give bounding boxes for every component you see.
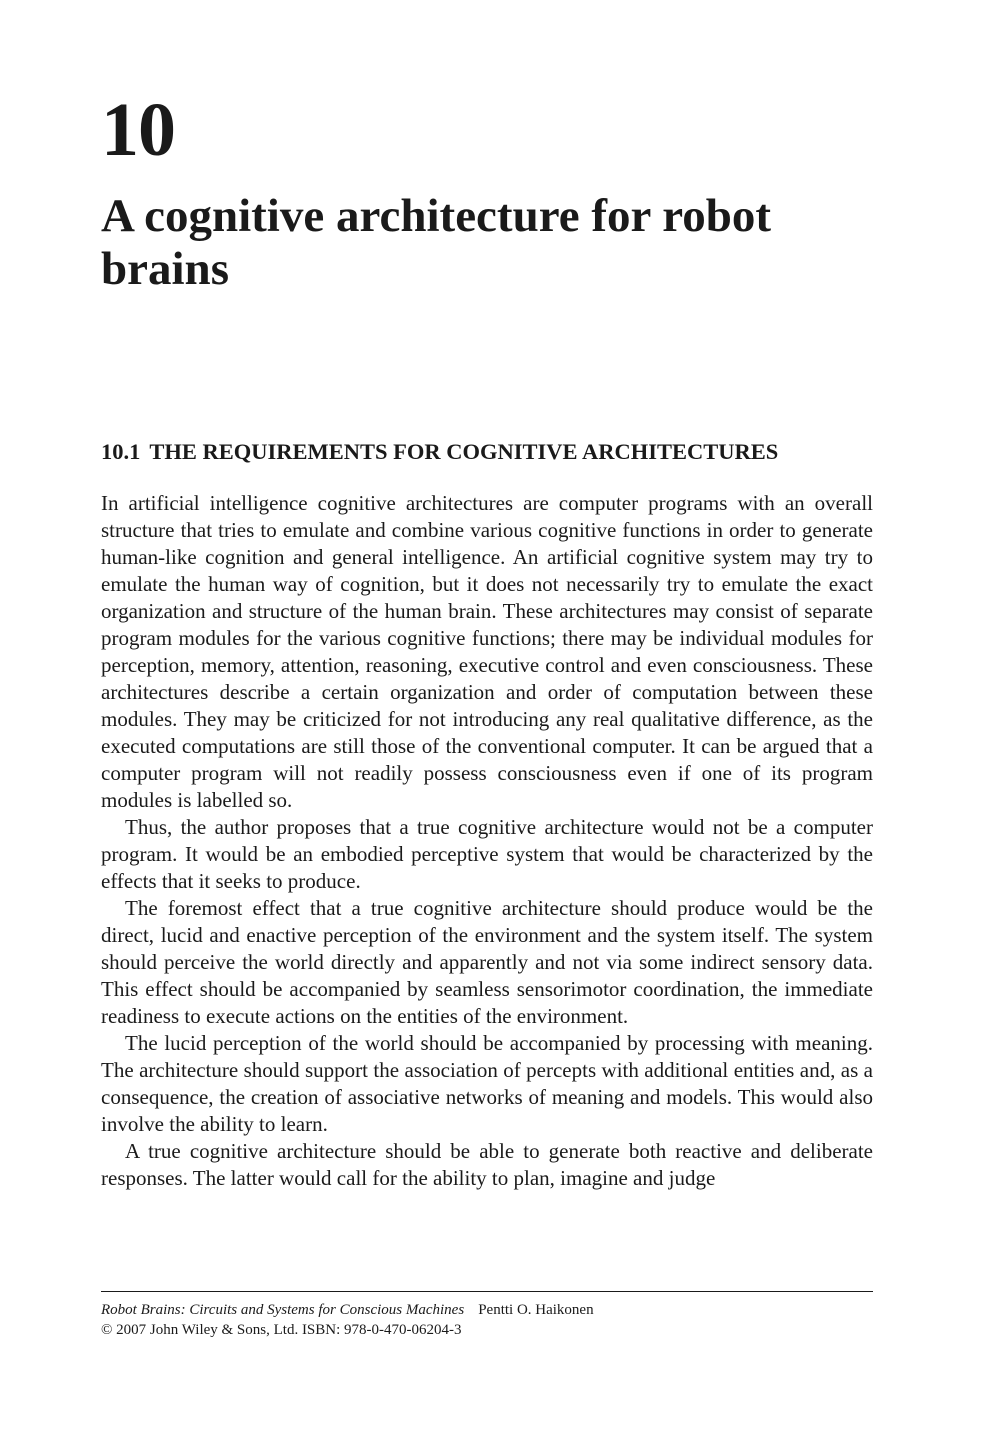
copyright-line: © 2007 John Wiley & Sons, Ltd. ISBN: 978-0-470-06204-3 bbox=[101, 1322, 462, 1338]
book-page bbox=[101, 0, 873, 1441]
page-footer bbox=[101, 1300, 873, 1340]
book-title: Robot Brains: Circuits and Systems for Conscious Machines bbox=[101, 1302, 465, 1318]
paragraph: The foremost effect that a true cognitive architecture should produce would be the direct, lucid and enactive perception of the environment and the system itself. The system should perceive the world directly and apparently and not via some indirect sensory data. This effect should be accompanied by seamless sensorimotor coordination, the immediate readiness to execute actions on the entities of the environment. bbox=[101, 896, 873, 1028]
paragraph: A true cognitive architecture should be able to generate both reactive and deliberate responses. The latter would call for the ability to plan, imagine and judge bbox=[101, 1139, 873, 1190]
chapter-title: A cognitive architecture for robot brains bbox=[101, 190, 772, 295]
paragraph: In artificial intelligence cognitive architectures are computer programs with an overall structure that tries to emulate and combine various cognitive functions in order to generate human-like cognition and general intelligence. An artificial cognitive system may try to emulate the human way of cognition, but it does not necessarily try to emulate the exact organization and structure of the human brain. These architectures may consist of separate program modules for the various cognitive functions; there may be individual modules for perception, memory, attention, reasoning, executive control and even consciousness. These architectures describe a certain organization and order of computation between these modules. They may be criticized for not introducing any real qualitative difference, as the executed computations are still those of the conventional computer. It can be argued that a computer program will not readily possess consciousness even if one of its program modules is labelled so. bbox=[101, 491, 873, 812]
section-number: 10.1 bbox=[101, 439, 141, 464]
paragraph: The lucid perception of the world should be accompanied by processing with meaning. The architecture should support the association of percepts with additional entities and, as a consequence, the creation of associative networks of meaning and models. This would also involve the ability to learn. bbox=[101, 1031, 873, 1136]
footer-line-1 bbox=[101, 1300, 873, 1320]
footer-divider bbox=[101, 1291, 873, 1292]
chapter-number: 10 bbox=[101, 88, 175, 172]
body-text bbox=[101, 490, 873, 1192]
paragraph: Thus, the author proposes that a true cognitive architecture would not be a computer program. It would be an embodied perceptive system that would be characterized by the effects that it seeks to produce. bbox=[101, 815, 873, 893]
section-title: THE REQUIREMENTS FOR COGNITIVE ARCHITECTURES bbox=[149, 439, 779, 464]
author-name: Pentti O. Haikonen bbox=[478, 1302, 594, 1318]
section-heading bbox=[101, 438, 873, 466]
